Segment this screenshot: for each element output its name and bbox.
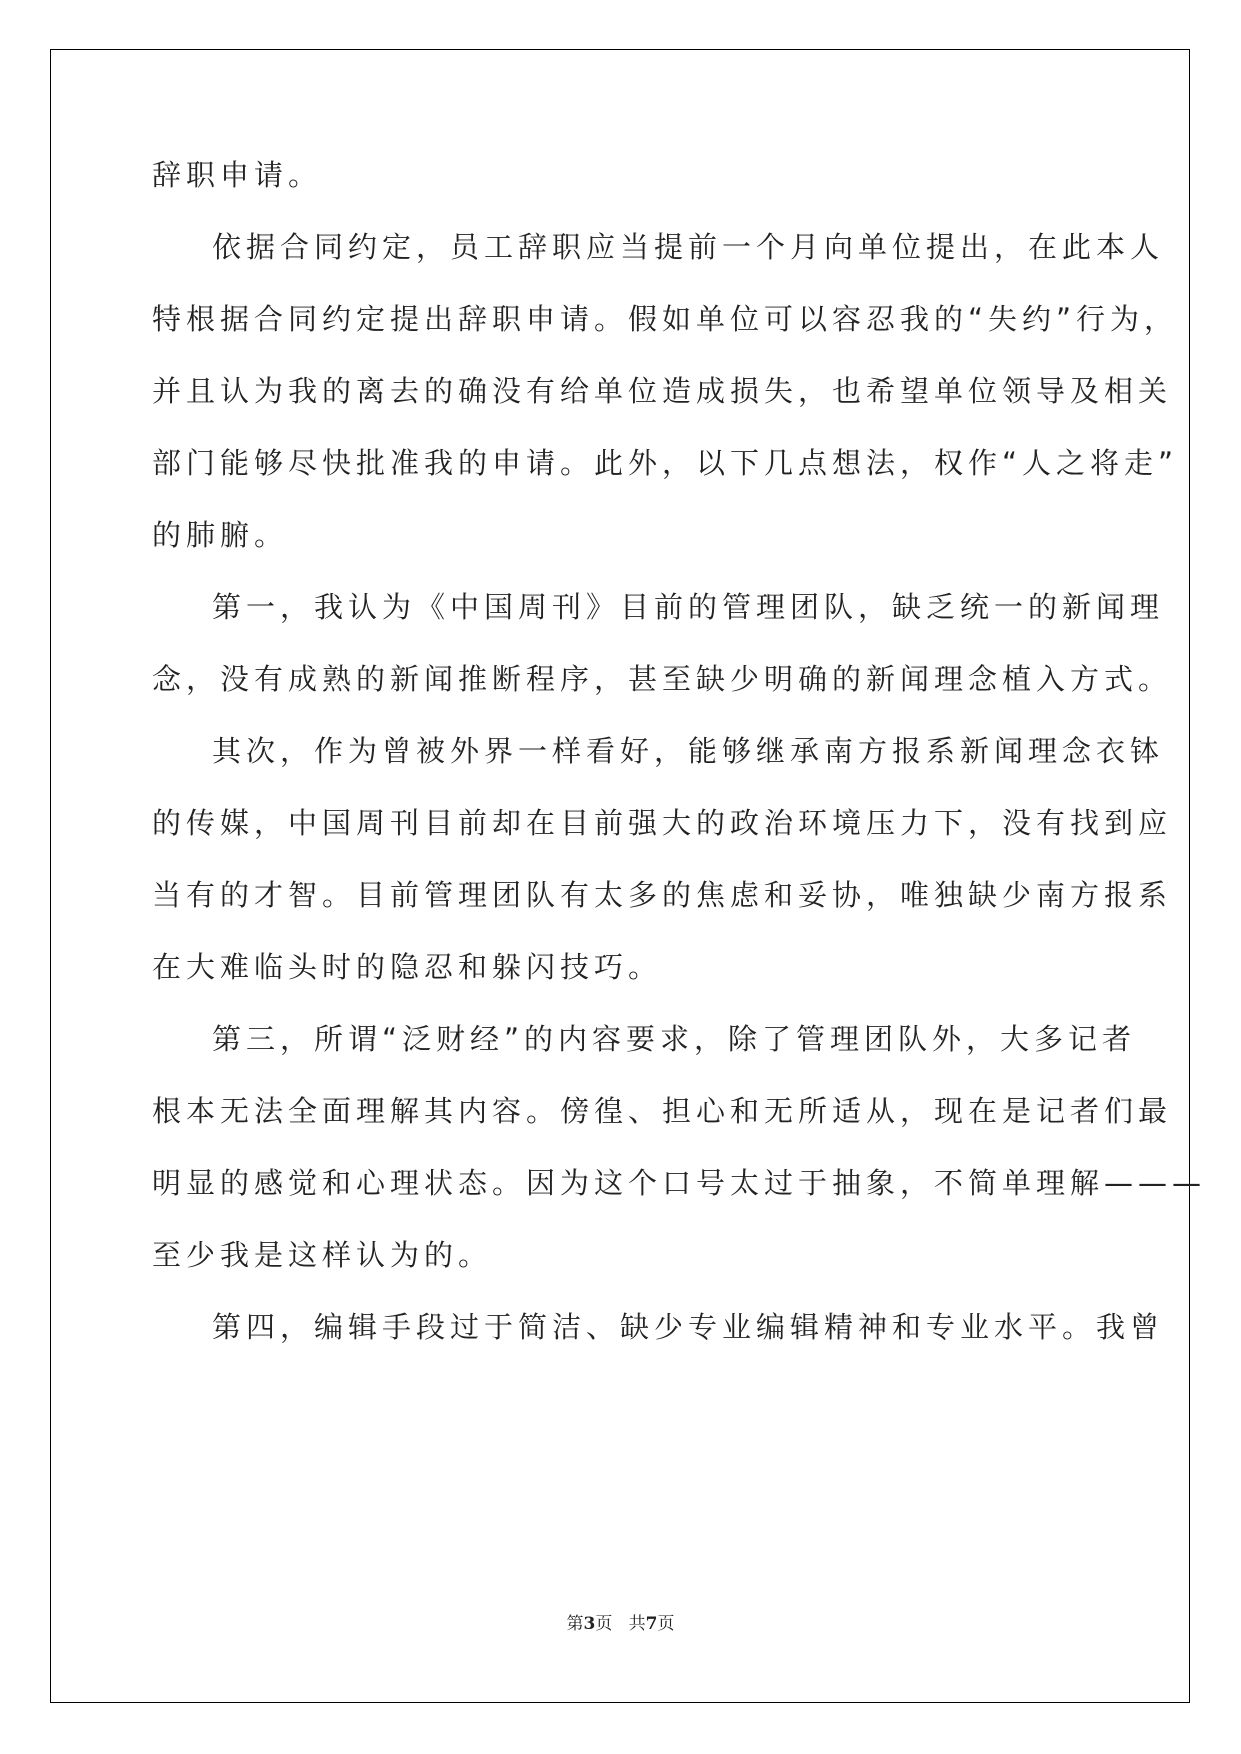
text-line: 明显的感觉和心理状态。因为这个口号太过于抽象，不简单理解———: [152, 1166, 1207, 1200]
text-line: 第四，编辑手段过于简洁、缺少专业编辑精神和专业水平。我曾: [212, 1310, 1165, 1344]
text-line: 部门能够尽快批准我的申请。此外，以下几点想法，权作“人之将走”: [152, 446, 1179, 480]
text-line: 第三，所谓“泛财经”的内容要求，除了管理团队外，大多记者: [212, 1022, 1137, 1056]
page-footer: [0, 1612, 1241, 1636]
text-line: 其次，作为曾被外界一样看好，能够继承南方报系新闻理念衣钵: [212, 734, 1165, 768]
text-line: 至少我是这样认为的。: [152, 1238, 493, 1272]
text-line: 特根据合同约定提出辞职申请。假如单位可以容忍我的“失约”行为，: [152, 302, 1179, 336]
current-page-number: 3: [583, 1614, 596, 1634]
text-line: 的传媒，中国周刊目前却在目前强大的政治环境压力下，没有找到应: [152, 806, 1173, 840]
footer-total-prefix: 共: [628, 1614, 646, 1634]
text-line: 并且认为我的离去的确没有给单位造成损失，也希望单位领导及相关: [152, 374, 1173, 408]
total-pages-number: 7: [645, 1614, 658, 1634]
footer-prefix: 第: [566, 1614, 584, 1634]
text-line: 念，没有成熟的新闻推断程序，甚至缺少明确的新闻理念植入方式。: [152, 662, 1173, 696]
text-line: 根本无法全面理解其内容。傍徨、担心和无所适从，现在是记者们最: [152, 1094, 1173, 1128]
text-line: 第一，我认为《中国周刊》目前的管理团队，缺乏统一的新闻理: [212, 590, 1165, 624]
footer-total-suffix: 页: [657, 1614, 675, 1634]
footer-page-suffix: 页: [595, 1614, 613, 1634]
text-line: 依据合同约定，员工辞职应当提前一个月向单位提出，在此本人: [212, 230, 1165, 264]
text-line: 在大难临头时的隐忍和躲闪技巧。: [152, 950, 663, 984]
text-line: 当有的才智。目前管理团队有太多的焦虑和妥协，唯独缺少南方报系: [152, 878, 1173, 912]
text-line: 的肺腑。: [152, 518, 289, 552]
text-line: 辞职申请。: [152, 158, 323, 192]
